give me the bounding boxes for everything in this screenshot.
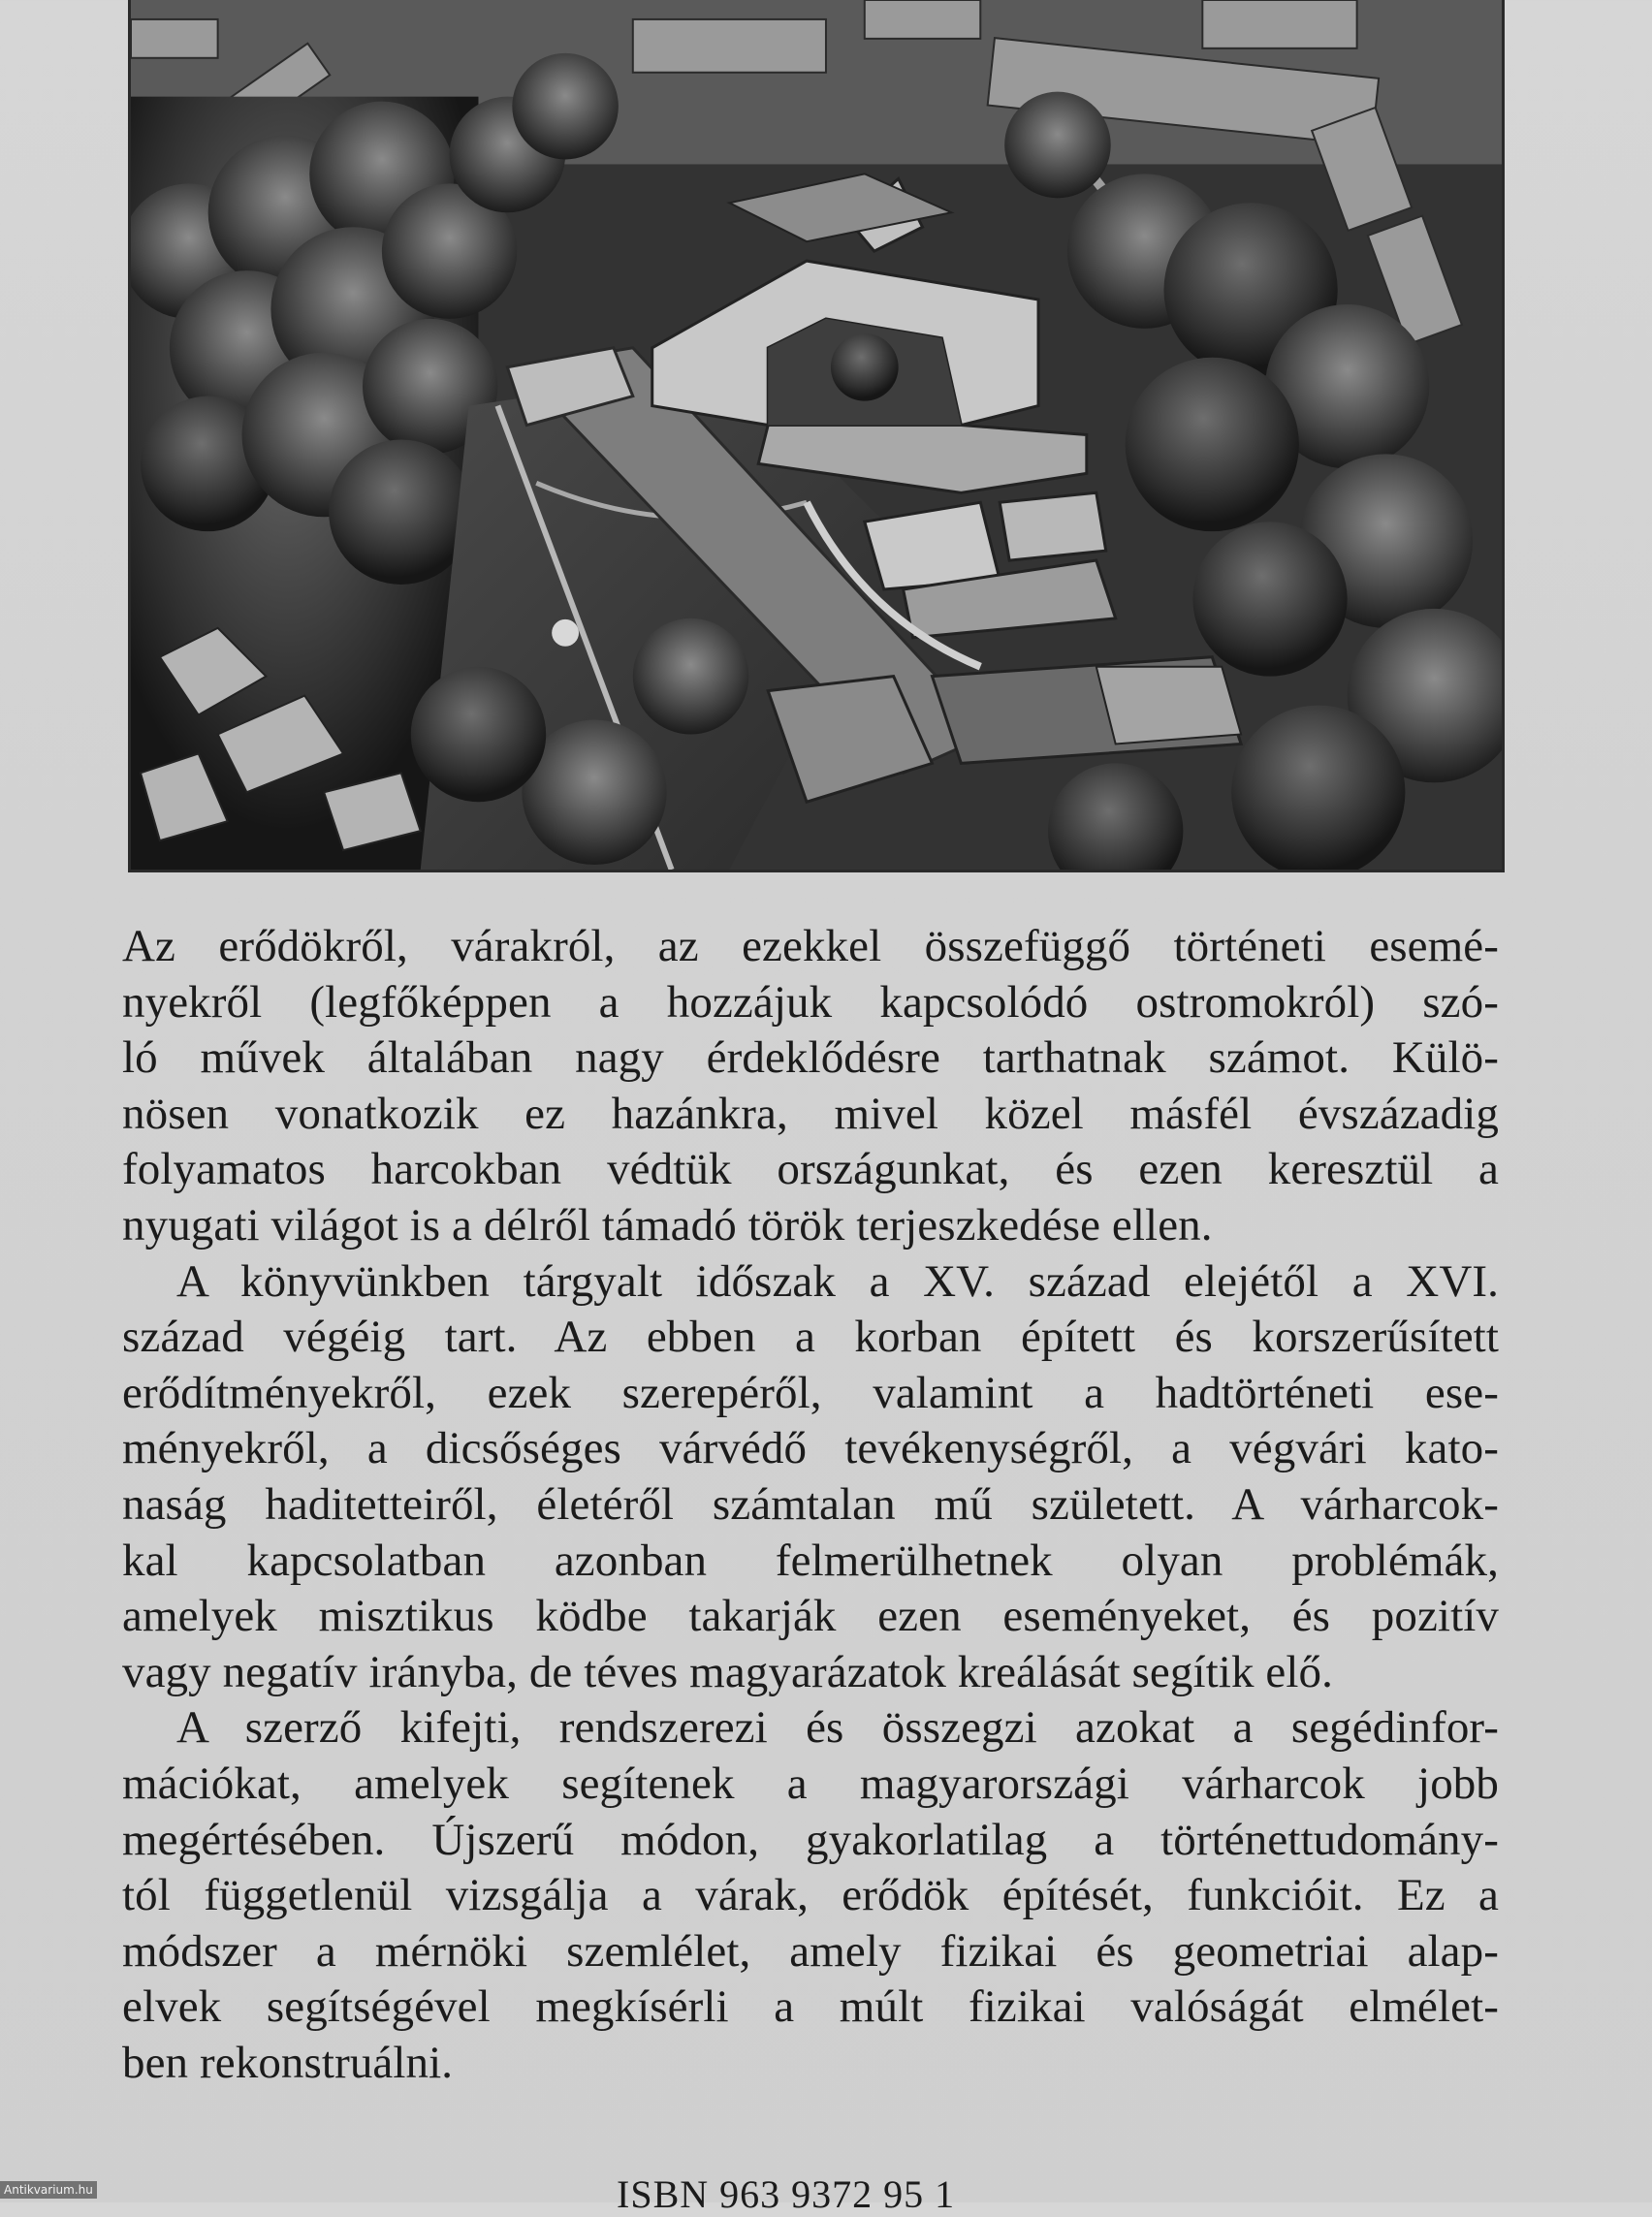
text-line: megértésében. Újszerű módon, gyakorlatilag a történettudomány- [122,1814,1499,1865]
isbn-number: ISBN 963 9372 95 1 [617,2172,956,2216]
text-line: ményekről, a dicsőséges várvédő tevékenységről, a végvári kato- [122,1423,1499,1474]
watermark-label: Antikvarium.hu [0,2181,97,2199]
text-line: A szerző kifejti, rendszerezi és összegzi azokat a segédinfor- [176,1702,1499,1754]
text-line: elvek segítségével megkísérli a múlt fizikai valóságát elmélet- [122,1981,1499,2033]
paragraph [122,1700,1499,2091]
text-line: erődítményekről, ezek szerepéről, valamint a hadtörténeti ese- [122,1367,1499,1418]
text-line: ló művek általában nagy érdeklődésre tarthatnak számot. Külö- [122,1032,1499,1084]
text-line: módszer a mérnöki szemlélet, amely fizikai és geometriai alap- [122,1925,1499,1977]
text-line: ben rekonstruálni. [122,2037,454,2088]
paragraph [122,919,1499,1254]
text-line: amelyek misztikus ködbe takarják ezen eseményeket, és pozitív [122,1591,1499,1642]
text-line: nösen vonatkozik ez hazánkra, mivel közel másfél évszázadig [122,1088,1499,1139]
text-line: kal kapcsolatban azonban felmerülhetnek olyan problémák, [122,1535,1499,1586]
text-line: nyugati világot is a délről támadó török terjeszkedése ellen. [122,1199,1213,1251]
text-line: tól függetlenül vizsgálja a várak, erődök építését, funkcióit. Ez a [122,1870,1499,1921]
text-line: nyekről (legfőképpen a hozzájuk kapcsolódó ostromokról) szó- [122,976,1499,1028]
text-line: Az erődökről, várakról, az ezekkel összefüggő történeti esemé- [122,921,1499,971]
text-line: század végéig tart. Az ebben a korban épített és korszerűsített [122,1312,1499,1363]
text-line: A könyvünkben tárgyalt időszak a XV. század elejétől a XVI. [176,1255,1499,1307]
text-line: folyamatos harcokban védtük országunkat, és ezen keresztül a [122,1144,1499,1195]
text-line: vagy negatív irányba, de téves magyarázatok kreálását segítik elő. [122,1646,1333,1697]
description-text [122,919,1499,2091]
text-line: mációkat, amelyek segítenek a magyarországi várharcok jobb [122,1758,1499,1809]
paragraph [122,1254,1499,1701]
text-line: naság haditetteiről, életéről számtalan mű született. A várharcok- [122,1478,1499,1530]
fortress-aerial-photo [128,0,1505,872]
